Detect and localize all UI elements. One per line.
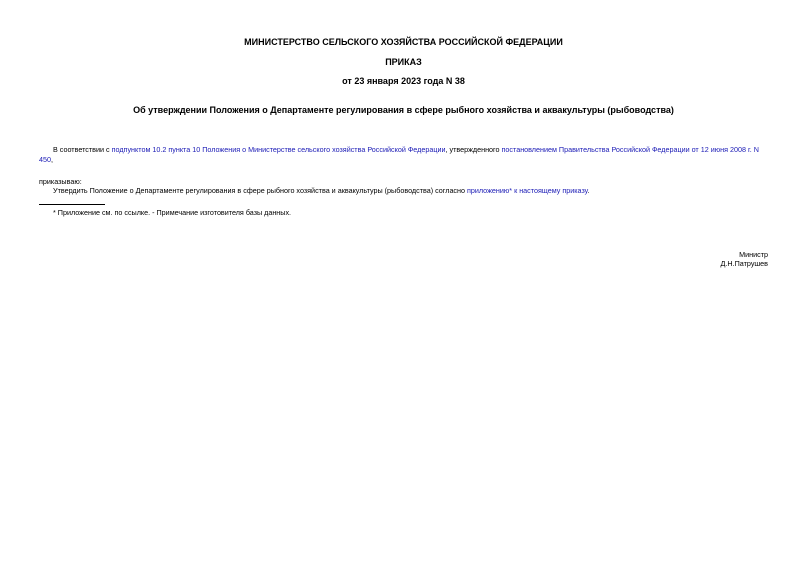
signatory-role: Министр [739,250,768,259]
footnote: * Приложение см. по ссылке. - Примечание изготовителя базы данных. [53,208,292,217]
signatory-name: Д.Н.Патрушев [720,259,768,268]
orders-label: приказываю: [39,177,82,186]
document-date-number: от 23 января 2023 года N 38 [342,76,465,86]
regulation-link[interactable]: подпунктом 10.2 пункта 10 Положения о Министерстве сельского хозяйства Российской Федерации [111,145,446,154]
government-decree-link[interactable]: постановлением Правительства Российской Федерации от 12 июня 2008 г. N 450 [39,145,759,164]
footnote-divider [39,204,105,205]
order-item [53,186,590,196]
document-title: Об утверждении Положения о Департаменте регулирования в сфере рыбного хозяйства и аквакультуры (рыбоводства) [133,105,674,115]
appendix-link[interactable]: приложению* к настоящему приказу [467,186,588,195]
document-type: ПРИКАЗ [385,57,422,67]
preamble-middle: , утвержденного [445,145,502,154]
ministry-heading: МИНИСТЕРСТВО СЕЛЬСКОГО ХОЗЯЙСТВА РОССИЙСКОЙ ФЕДЕРАЦИИ [244,37,563,47]
order-item-suffix: . [587,186,590,195]
preamble-suffix: , [51,155,53,164]
preamble-prefix: В соответствии с [53,145,112,154]
preamble-paragraph [39,145,770,165]
order-item-text: Утвердить Положение о Департаменте регулирования в сфере рыбного хозяйства и аквакультуры (рыбоводства) согласно [53,186,467,195]
